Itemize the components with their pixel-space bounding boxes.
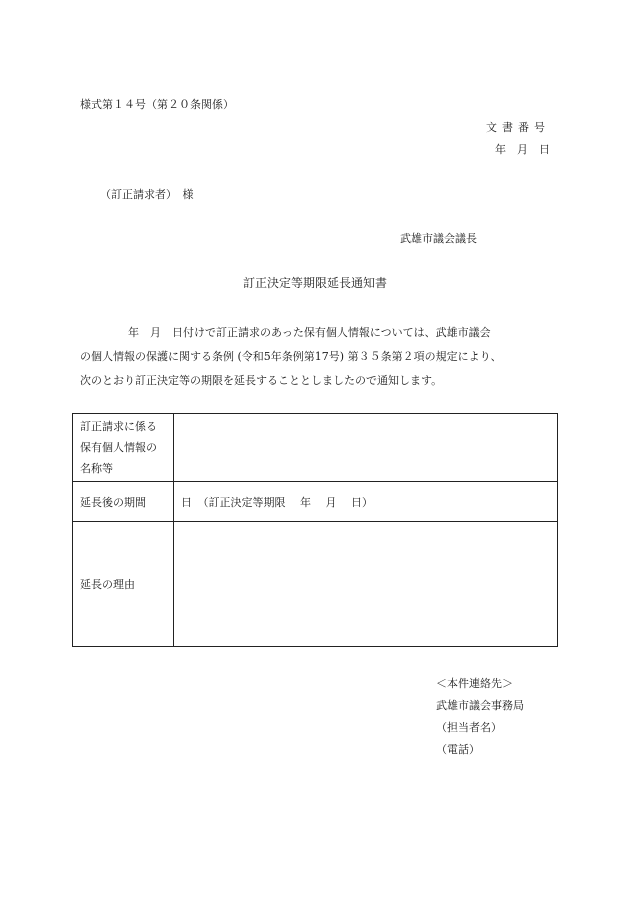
extended-period-value: 日 （訂正決定等期限 年 月 日） — [174, 482, 558, 522]
form-number: 様式第１４号（第２０条関係） — [80, 98, 234, 111]
extension-reason-value — [174, 522, 558, 647]
info-name-value — [174, 414, 558, 482]
table-row-extension-reason — [73, 522, 558, 647]
addressee: （訂正請求者） 様 — [100, 188, 194, 201]
extended-period-label: 延長後の期間 — [73, 482, 174, 522]
document-date-label: 年 月 日 — [495, 143, 550, 156]
extension-reason-label: 延長の理由 — [73, 522, 174, 647]
body-paragraph — [80, 321, 560, 393]
body-line-2: の個人情報の保護に関する条例 (令和5年条例第17号) 第３５条第２項の規定により、 — [80, 350, 502, 363]
contact-heading: ＜本件連絡先＞ — [436, 677, 513, 690]
contact-office: 武雄市議会事務局 — [436, 699, 524, 712]
contact-phone: （電話） — [436, 743, 480, 756]
table-row-extended-period — [73, 482, 558, 522]
info-table — [72, 413, 558, 647]
info-name-label: 訂正請求に係る 保有個人情報の 名称等 — [73, 414, 174, 482]
contact-person: （担当者名） — [436, 721, 502, 734]
document-title: 訂正決定等期限延長通知書 — [242, 276, 387, 290]
body-line-3: 次のとおり訂正決定等の期限を延長することとしましたので通知します。 — [80, 374, 443, 387]
contact-block — [436, 673, 524, 761]
document-number-label: 文書番号 — [486, 121, 550, 134]
body-line-1: 年 月 日付けで訂正請求のあった保有個人情報については、武雄市議会 — [128, 326, 491, 339]
sender: 武雄市議会議長 — [400, 232, 477, 245]
table-row-info-name — [73, 414, 558, 482]
